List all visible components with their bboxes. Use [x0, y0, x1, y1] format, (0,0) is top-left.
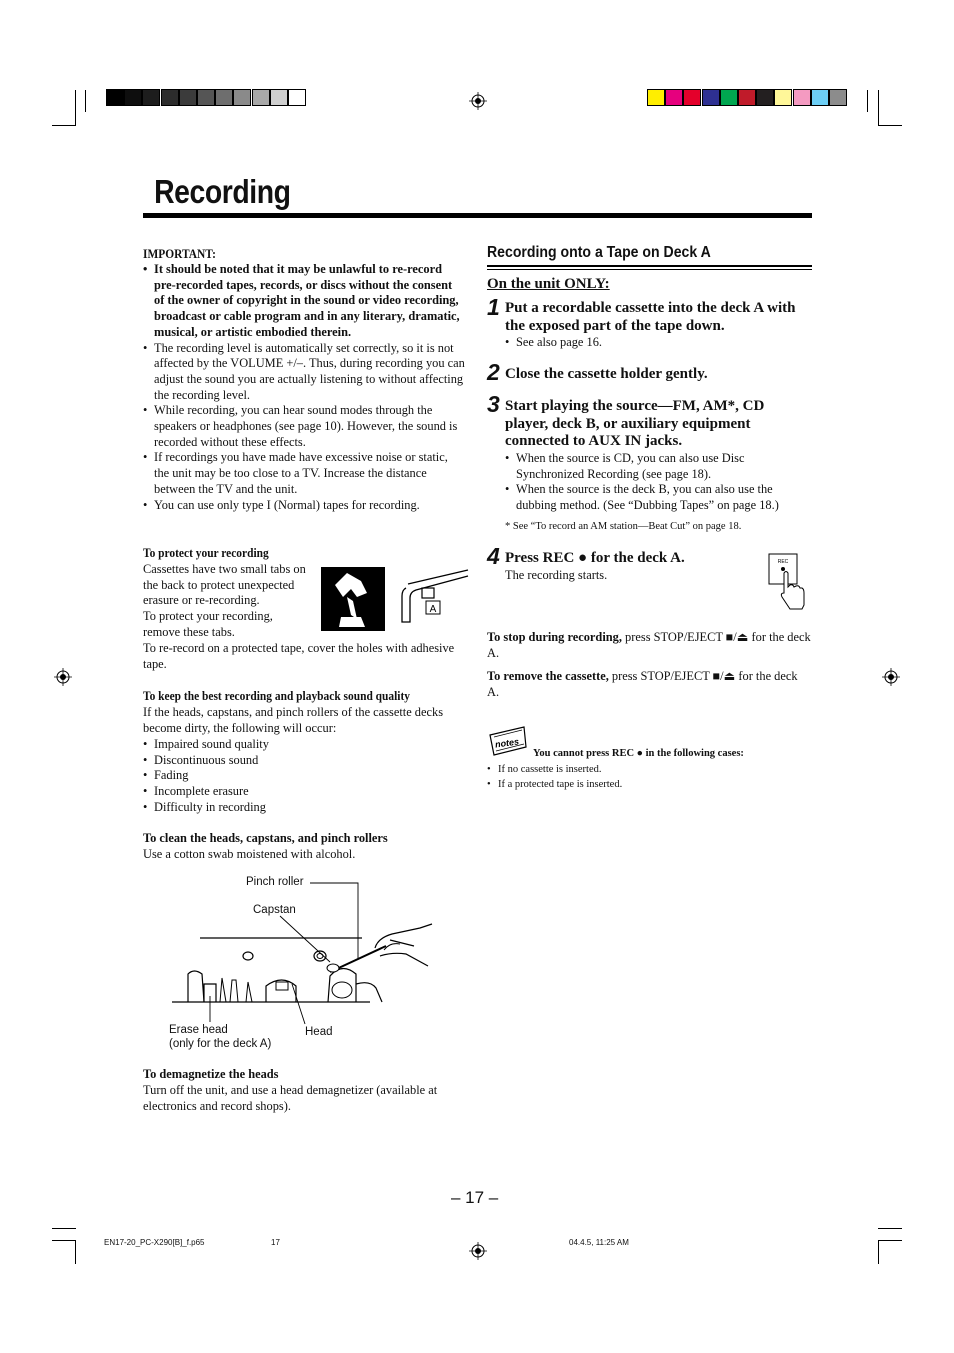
keep-heading: To keep the best recording and playback sound quality: [143, 688, 410, 703]
keep-item: • Fading: [143, 768, 465, 784]
registration-mark-top-icon: [469, 92, 487, 110]
footer-date: 04.4.5, 11:25 AM: [569, 1238, 629, 1247]
head-cleaning-diagram: [170, 876, 440, 1026]
important-item: • While recording, you can hear sound modes through the speakers or headphones (see page 10). However, the sound is recorded without these effects.: [143, 403, 465, 450]
step-note: • When the source is CD, you can also use Disc Synchronized Recording (see page 18).: [505, 451, 795, 482]
gray-swatch: [161, 89, 179, 106]
capstan-label: Capstan: [253, 904, 296, 916]
gray-swatch: [142, 89, 160, 106]
step-3-notes: [505, 451, 795, 514]
protect-tail: To re-record on a protected tape, cover the holes with adhesive tape.: [143, 641, 455, 671]
gray-swatch: [252, 89, 270, 106]
footer-page: 17: [271, 1238, 280, 1247]
important-item: • You can use only type I (Normal) tapes for recording.: [143, 498, 465, 514]
head-label: Head: [305, 1026, 333, 1038]
protect-text: Cassettes have two small tabs on the back to protect unexpected erasure or re-recording. To protect your recording, remove these tabs.: [143, 562, 306, 639]
cassette-tab-illustration: [398, 568, 470, 626]
registration-mark-right-icon: [882, 668, 900, 686]
title-rule: [143, 213, 812, 218]
demag-heading: To demagnetize the heads: [143, 1067, 279, 1081]
step-note: • See also page 16.: [505, 335, 805, 351]
gray-swatch: [106, 89, 124, 106]
keep-item: • Discontinuous sound: [143, 753, 465, 769]
important-item: • It should be noted that it may be unlawful to re-record pre-recorded tapes, records, or discs without the consent of the owner of copyright in the sound or video recording, broadcast or cable program and in any literary, dramatic, musical, or artistic embodied therein.: [143, 262, 465, 341]
important-list: [143, 262, 465, 513]
rec-button-label: REC: [777, 559, 789, 565]
section-rule-thick: [487, 265, 812, 267]
important-item: • If recordings you have made have excessive noise or static, the unit may be too close to a TV. Increase the distance between the TV and the unit.: [143, 450, 465, 497]
color-swatch: [720, 89, 738, 106]
notes-item: • If no cassette is inserted.: [487, 762, 787, 777]
step-3-text: Start playing the source—FM, AM*, CD player, deck B, or auxiliary equipment connected to AUX IN jacks.: [505, 398, 765, 449]
registration-mark-left-icon: [54, 668, 72, 686]
color-swatch: [756, 89, 774, 106]
rec-button-hand-icon: [768, 553, 806, 611]
gray-swatch: [215, 89, 233, 106]
color-swatch: [647, 89, 665, 106]
notes-list: [487, 762, 787, 792]
erase-head-note: (only for the deck A): [169, 1038, 272, 1050]
tab-removal-illustration: [321, 567, 385, 631]
color-swatch: [811, 89, 829, 106]
color-swatch: [738, 89, 756, 106]
gray-swatch: [233, 89, 251, 106]
protect-heading: To protect your recording: [143, 545, 269, 560]
color-swatch: [774, 89, 792, 106]
keep-item: • Incomplete erasure: [143, 784, 465, 800]
stop-instruction: To stop during recording, press STOP/EJECT ■/⏏ for the deck A.: [487, 630, 811, 660]
footnote: * See “To record an AM station—Beat Cut” on page 18.: [505, 521, 742, 532]
gray-swatch: [197, 89, 215, 106]
keep-intro: If the heads, capstans, and pinch rollers of the cassette decks become dirty, the following will occur:: [143, 705, 444, 735]
step-4-number: 4: [487, 543, 500, 569]
erase-head-label: Erase head: [169, 1024, 228, 1036]
section-rule-thin: [487, 269, 812, 270]
step-1-text: Put a recordable cassette into the deck A with the exposed part of the tape down.: [505, 300, 796, 334]
step-3-number: 3: [487, 391, 500, 417]
page-number: – 17 –: [451, 1188, 499, 1207]
notes-icon: [486, 725, 530, 757]
step-1-number: 1: [487, 294, 500, 320]
section-heading: Recording onto a Tape on Deck A: [487, 244, 711, 261]
step-note: • When the source is the deck B, you can also use the dubbing method. (See “Dubbing Tapes” on page 18.): [505, 482, 795, 513]
step-4-note: The recording starts.: [505, 568, 608, 582]
keep-item: • Difficulty in recording: [143, 800, 465, 816]
gray-swatch: [124, 89, 142, 106]
step-1-notes: [505, 335, 805, 351]
gray-swatch: [179, 89, 197, 106]
gray-swatch: [270, 89, 288, 106]
keep-list: [143, 737, 465, 816]
clean-heading: To clean the heads, capstans, and pinch rollers: [143, 831, 388, 845]
unit-only-label: On the unit ONLY:: [487, 276, 610, 292]
color-swatch: [793, 89, 811, 106]
color-swatch: [683, 89, 701, 106]
step-4-text: Press REC ● for the deck A.: [505, 550, 685, 566]
color-swatch: [829, 89, 847, 106]
important-heading: IMPORTANT:: [143, 246, 216, 261]
step-2-text: Close the cassette holder gently.: [505, 366, 708, 382]
remove-instruction: To remove the cassette, press STOP/EJECT ■/⏏ for the deck A.: [487, 669, 798, 699]
gray-swatch: [288, 89, 306, 106]
tab-label: A: [429, 604, 437, 615]
clean-text: Use a cotton swab moistened with alcohol.: [143, 847, 356, 861]
notes-heading: You cannot press REC ● in the following cases:: [533, 748, 744, 759]
registration-mark-bottom-icon: [469, 1242, 487, 1260]
pinch-roller-label: Pinch roller: [246, 876, 304, 888]
page-title: Recording: [154, 173, 291, 210]
footer-file: EN17-20_PC-X290[B]_f.p65: [104, 1238, 205, 1247]
step-2-number: 2: [487, 359, 500, 385]
demag-text: Turn off the unit, and use a head demagnetizer (available at electronics and record shops).: [143, 1083, 438, 1113]
color-swatch: [665, 89, 683, 106]
keep-item: • Impaired sound quality: [143, 737, 465, 753]
notes-icon-label: notes: [494, 736, 520, 750]
color-swatch: [702, 89, 720, 106]
important-item: • The recording level is automatically set correctly, so it is not affected by the VOLUME +/–. Thus, during recording you can adjust the sound you are actually listening to without affecting the recording level.: [143, 341, 465, 404]
notes-item: • If a protected tape is inserted.: [487, 777, 787, 792]
